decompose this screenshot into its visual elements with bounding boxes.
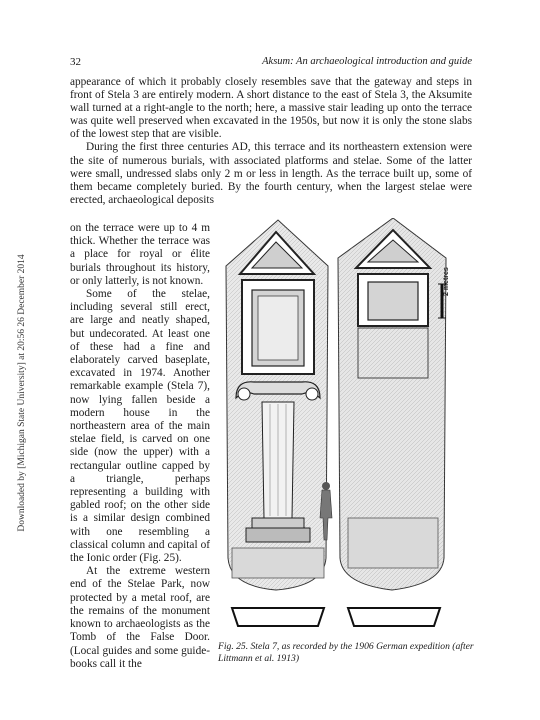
narrow-column-text [70,222,210,671]
stela-drawing [218,218,478,638]
cross-sections [232,608,440,626]
running-head: Aksum: An archaeological introduction and guide [262,56,472,67]
paragraph-4: At the extreme western end of the Stelae Park, now protected by a metal roof, are the remains of the monument known to archaeologists as the Tomb of the False Door. (Local guides and some guide-books call it the [70,565,210,670]
paragraph-3: Some of the stelae, including several still erect, are large and neatly shaped, but undecorated. At least one of these had a fine and elaborately carved baseplate, excavated in 1974. Another remarkable example (Stela 7), now lying fallen beside a modern house in the northeastern area of the main stelae field, is carved on one side (now the upper) with a rectangular outline capped by a triangle, perhaps representing a building with gabled roof; on the other side is a similar design combined with one resembling a classical column and capital of the Ionic order (Fig. 25). [70,288,210,565]
stela-face-right [338,218,446,590]
full-width-text [70,76,472,207]
stela-face-left [226,220,328,590]
scale-label: 2 metres [443,267,450,296]
paragraph-2-continued: on the terrace were up to 4 m thick. Whether the terrace was a place for royal or élite burials throughout its history, or only latterly, is not known. [70,222,210,287]
paragraph-2: During the first three centuries AD, this terrace and its northeastern extension were the site of numerous burials, with associated platforms and stelae. Some of the latter were small, undressed slabs only 2 m or less in length. As the terrace built up, some of them became completely buried. By the fourth century, when the largest stelae were erected, archaeological deposits [70,141,472,206]
download-watermark: Downloaded by [Michigan State University] at 20:56 26 December 2014 [17,254,27,532]
page-number: 32 [70,56,81,68]
paragraph-1: appearance of which it probably closely resembles save that the gateway and steps in front of Stela 3 are entirely modern. A short distance to the east of Stela 3, the Aksumite wall turned at a right-angle to the north; here, a massive stair leading up onto the terrace was quite well preserved when excavated in the 1950s, but now it is only the stone slabs of the lowest step that are visible. [70,76,472,141]
stela-7-figure [218,218,478,638]
figure-caption: Fig. 25. Stela 7, as recorded by the 1906 German expedition (after Littmann et al. 1913) [218,641,474,664]
